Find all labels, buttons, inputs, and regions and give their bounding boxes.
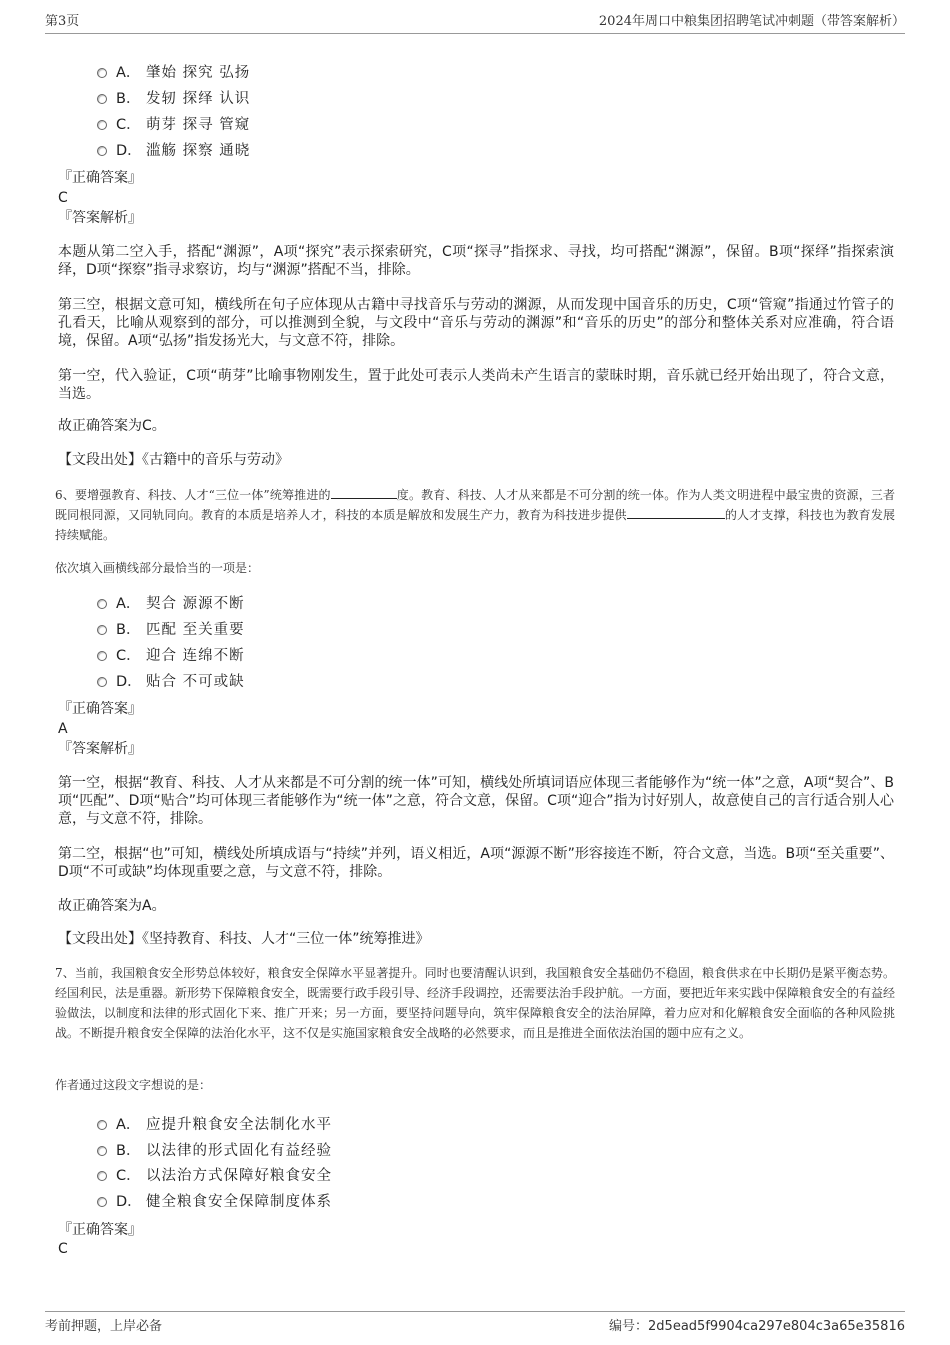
option-key: C． bbox=[116, 648, 141, 664]
radio-icon[interactable] bbox=[97, 1120, 107, 1130]
fill-blank bbox=[331, 486, 397, 499]
q5-analysis-conclusion: 故正确答案为C。 bbox=[58, 418, 166, 434]
q6-option-d[interactable] bbox=[97, 672, 245, 692]
option-text: 应提升粮食安全法制化水平 bbox=[146, 1117, 332, 1133]
option-text: 以法律的形式固化有益经验 bbox=[146, 1143, 332, 1159]
q6-analysis-paragraph: 第一空，根据“教育、科技、人才从来都是不可分割的统一体”可知，横线处所填词语应体现三者能够作为“统一体”之意，A项“契合”、B项“匹配”、D项“贴合”均可体现三者能够作为“统一体”之意，符合文意，保留。C项“迎合”指为讨好别人，故意使自己的言行适合别人心意，与文意不符，排除。 bbox=[58, 775, 894, 827]
footer-divider bbox=[45, 1311, 905, 1312]
page-number: 第3页 bbox=[45, 14, 80, 29]
q7-option-c[interactable] bbox=[97, 1166, 332, 1186]
q5-option-d[interactable] bbox=[97, 141, 250, 161]
option-text: 健全粮食安全保障制度体系 bbox=[146, 1194, 332, 1210]
option-text: 匹配 至关重要 bbox=[146, 622, 245, 638]
option-text: 契合 源源不断 bbox=[146, 596, 245, 612]
radio-icon[interactable] bbox=[97, 1197, 107, 1207]
q7-option-a[interactable] bbox=[97, 1115, 332, 1135]
q6-answer: A bbox=[58, 721, 68, 737]
q7-answer-label: 『正确答案』 bbox=[58, 1222, 142, 1238]
option-key: A． bbox=[116, 1117, 141, 1133]
radio-icon[interactable] bbox=[97, 677, 107, 687]
footer-code-value: 2d5ead5f9904ca297e804c3a65e35816 bbox=[648, 1319, 905, 1334]
option-key: D． bbox=[116, 143, 142, 159]
option-key: D． bbox=[116, 674, 142, 690]
q6-stem-part: 的人才支撑，科技也为教育发展持续赋能。 bbox=[55, 508, 895, 542]
header-divider bbox=[45, 33, 905, 34]
q6-source: 【文段出处】《坚持教育、科技、人才“三位一体”统筹推进》 bbox=[58, 931, 430, 947]
q7-stem: 7、当前，我国粮食安全形势总体较好，粮食安全保障水平显著提升。同时也要清醒认识到，我国粮食安全基础仍不稳固，粮食供求在中长期仍是紧平衡态势。经国利民，法是重器。新形势下保障粮食安全，既需要行政手段引导、经济手段调控，还需要法治手段护航。一方面，要把近年来实践中保障粮食安全的有益经验做法，以制度和法律的形式固化下来、推广开来；另一方面，要坚持问题导向，筑牢保障粮食安全的法治屏障，着力应对和化解粮食安全面临的各种风险挑战。不断提升粮食安全保障的法治化水平，这不仅是实施国家粮食安全战略的必然要求，而且是推进全面依法治国的题中应有之义。 bbox=[55, 966, 896, 1040]
radio-icon[interactable] bbox=[97, 146, 107, 156]
q6-stem bbox=[55, 485, 895, 545]
q6-analysis-conclusion: 故正确答案为A。 bbox=[58, 898, 166, 914]
radio-icon[interactable] bbox=[97, 120, 107, 130]
q7-prompt: 作者通过这段文字想说的是： bbox=[55, 1078, 212, 1092]
option-key: A． bbox=[116, 596, 141, 612]
q5-answer: C bbox=[58, 190, 68, 206]
option-text: 迎合 连绵不断 bbox=[146, 648, 245, 664]
option-key: B． bbox=[116, 622, 141, 638]
q7-option-d[interactable] bbox=[97, 1192, 332, 1212]
option-text: 以法治方式保障好粮食安全 bbox=[146, 1168, 332, 1184]
option-text: 发轫 探绎 认识 bbox=[146, 91, 251, 107]
document-title: 2024年周口中粮集团招聘笔试冲刺题（带答案解析） bbox=[598, 14, 905, 29]
q6-stem-part: 6、要增强教育、科技、人才“三位一体”统筹推进的 bbox=[55, 488, 331, 502]
radio-icon[interactable] bbox=[97, 1146, 107, 1156]
q6-option-c[interactable] bbox=[97, 646, 245, 666]
q5-analysis-paragraph: 第三空，根据文意可知，横线所在句子应体现从古籍中寻找音乐与劳动的渊源，从而发现中国音乐的历史，C项“管窥”指通过竹管子的孔看天，比喻从观察到的部分，可以推测到全貌，与文段中“音乐与劳动的渊源”和“音乐的历史”的部分和整体关系对应准确，符合语境，保留。A项“弘扬”指发扬光大，与文意不符，排除。 bbox=[58, 297, 894, 349]
option-key: D． bbox=[116, 1194, 142, 1210]
footer-slogan: 考前押题，上岸必备 bbox=[45, 1319, 163, 1334]
q7-option-b[interactable] bbox=[97, 1141, 332, 1161]
radio-icon[interactable] bbox=[97, 599, 107, 609]
fill-blank bbox=[627, 506, 725, 519]
footer-code bbox=[609, 1315, 905, 1334]
q6-stem-part: 度。教育、科技、人才从来都是不可分割的统一体。作为人类文明进程中最宝贵的资源，三者既同根同源，又同轨同向。教育的本质是培养人才，科技的本质是解放和发展生产力，教育为科技进步提供 bbox=[55, 488, 896, 522]
option-key: B． bbox=[116, 91, 141, 107]
radio-icon[interactable] bbox=[97, 1171, 107, 1181]
option-text: 萌芽 探寻 管窥 bbox=[146, 117, 251, 133]
q7-answer: C bbox=[58, 1241, 68, 1257]
radio-icon[interactable] bbox=[97, 651, 107, 661]
q6-option-a[interactable] bbox=[97, 594, 245, 614]
option-text: 滥觞 探察 通晓 bbox=[146, 143, 251, 159]
q5-analysis-label: 『答案解析』 bbox=[58, 210, 142, 226]
radio-icon[interactable] bbox=[97, 625, 107, 635]
footer-code-label: 编号： bbox=[609, 1319, 649, 1334]
q5-option-c[interactable] bbox=[97, 115, 250, 135]
option-key: B． bbox=[116, 1143, 141, 1159]
q5-analysis-paragraph: 本题从第二空入手，搭配“渊源”，A项“探究”表示探索研究，C项“探寻”指探求、寻找，均可搭配“渊源”，保留。B项“探绎”指探索演绎，D项“探察”指寻求察访，均与“渊源”搭配不当，排除。 bbox=[58, 244, 894, 278]
q5-option-b[interactable] bbox=[97, 89, 250, 109]
option-key: C． bbox=[116, 1168, 141, 1184]
option-key: A． bbox=[116, 65, 141, 81]
q6-prompt: 依次填入画横线部分最恰当的一项是： bbox=[55, 561, 260, 575]
q6-analysis-label: 『答案解析』 bbox=[58, 741, 142, 757]
q5-source: 【文段出处】《古籍中的音乐与劳动》 bbox=[58, 452, 289, 468]
option-key: C． bbox=[116, 117, 141, 133]
q6-option-b[interactable] bbox=[97, 620, 245, 640]
q5-option-a[interactable] bbox=[97, 63, 250, 83]
radio-icon[interactable] bbox=[97, 68, 107, 78]
q6-answer-label: 『正确答案』 bbox=[58, 701, 142, 717]
option-text: 贴合 不可或缺 bbox=[146, 674, 245, 690]
q5-answer-label: 『正确答案』 bbox=[58, 170, 142, 186]
q6-analysis-paragraph: 第二空，根据“也”可知，横线处所填成语与“持续”并列，语义相近，A项“源源不断”形容接连不断，符合文意，当选。B项“至关重要”、D项“不可或缺”均体现重要之意，与文意不符，排除。 bbox=[58, 846, 894, 880]
q5-analysis-paragraph: 第一空，代入验证，C项“萌芽”比喻事物刚发生，置于此处可表示人类尚未产生语言的蒙昧时期，音乐就已经开始出现了，符合文意，当选。 bbox=[58, 368, 894, 402]
option-text: 肇始 探究 弘扬 bbox=[146, 65, 251, 81]
radio-icon[interactable] bbox=[97, 94, 107, 104]
